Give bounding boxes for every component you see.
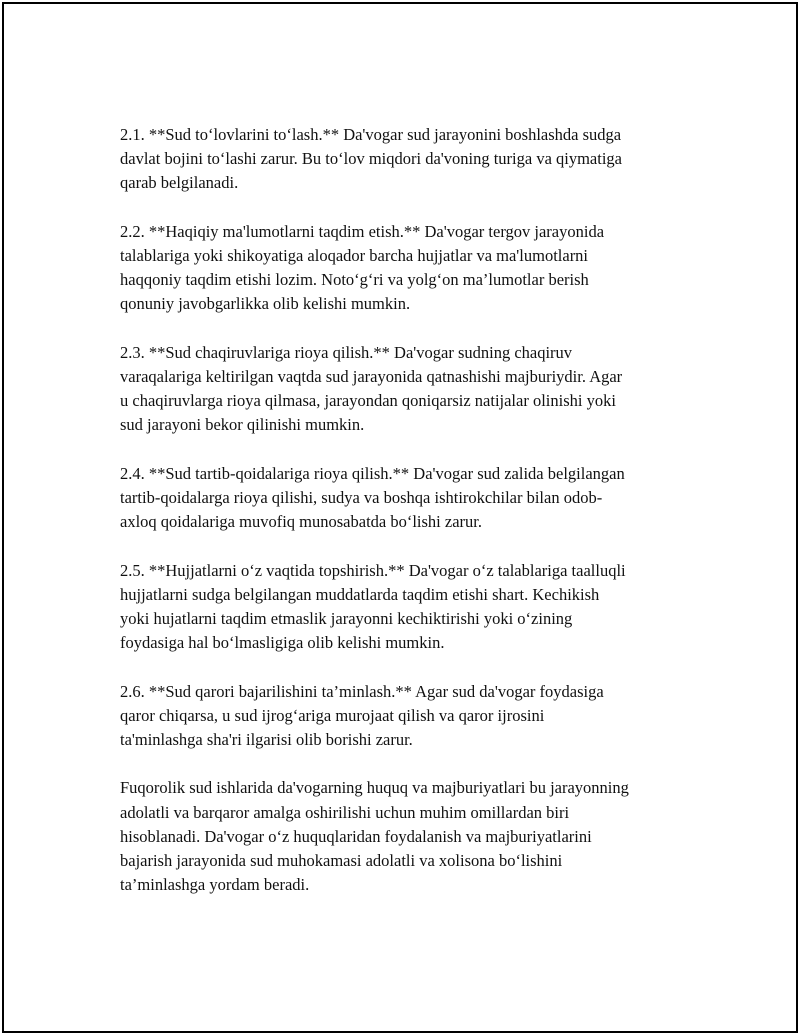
paragraph-2-1: 2.1. **Sud to‘lovlarini to‘lash.** Da'vogar sud jarayonini boshlashda sudga davlat bojini to‘lashi zarur. Bu to‘lov miqdori da'voning turiga va qiymatiga qarab belgilanadi.	[120, 125, 623, 193]
paragraph-2-6: 2.6. **Sud qarori bajarilishini ta’minlash.** Agar sud da'vogar foydasiga qaror chiqarsa, u sud ijrog‘ariga murojaat qilish va qaror ijrosini ta'minlashga sha'ri ilgarisi olib borishi zarur.	[120, 681, 604, 749]
paragraph-2-2: 2.2. **Haqiqiy ma'lumotlarni taqdim etish.** Da'vogar tergov jarayonida talablariga yoki shikoyatiga aloqador barcha hujjatlar va ma'lumotlarni haqqoniy taqdim etishi lozim. Noto‘g‘ri va yolg‘on ma’lumotlar berish qonuniy javobgarlikka olib kelishi mumkin.	[120, 221, 605, 314]
paragraph-2-5: 2.5. **Hujjatlarni o‘z vaqtida topshirish.** Da'vogar o‘z talablariga taalluqli hujjatlarni sudga belgilangan muddatlarda taqdim etishi shart. Kechikish yoki hujatlarni taqdim etmaslik jarayonni kechiktirishi yoki o‘zining foydasiga hal bo‘lmasligiga olib kelishi mumkin.	[120, 560, 626, 653]
paragraph-2-4: 2.4. **Sud tartib-qoidalariga rioya qilish.** Da'vogar sud zalida belgilangan tartib-qoidalarga rioya qilishi, sudya va boshqa ishtirokchilar bilan odob- axloq qoidalariga muvofiq munosabatda bo‘lishi zarur.	[120, 463, 625, 532]
paragraph-2-3: 2.3. **Sud chaqiruvlariga rioya qilish.** Da'vogar sudning chaqiruv varaqalariga keltirilgan vaqtda sud jarayonida qatnashishi majburiydir. Agar u chaqiruvlarga rioya qilmasa, jarayondan qoniqarsiz natijalar olinishi yoki sud jarayoni bekor qilinishi mumkin.	[120, 342, 623, 435]
page-frame	[2, 2, 798, 1033]
paragraph-conclusion: Fuqorolik sud ishlarida da'vogarning huquq va majburiyatlari bu jarayonning adolatli va barqaror amalga oshirilishi uchun muhim omillardan biri hisoblanadi. Da'vogar o‘z huquqlaridan foydalanish va majburiyatlarini bajarish jarayonida sud muhokamasi adolatli va xolisona bo‘lishini ta’minlashga yordam beradi.	[120, 778, 629, 895]
document-body	[120, 123, 700, 897]
